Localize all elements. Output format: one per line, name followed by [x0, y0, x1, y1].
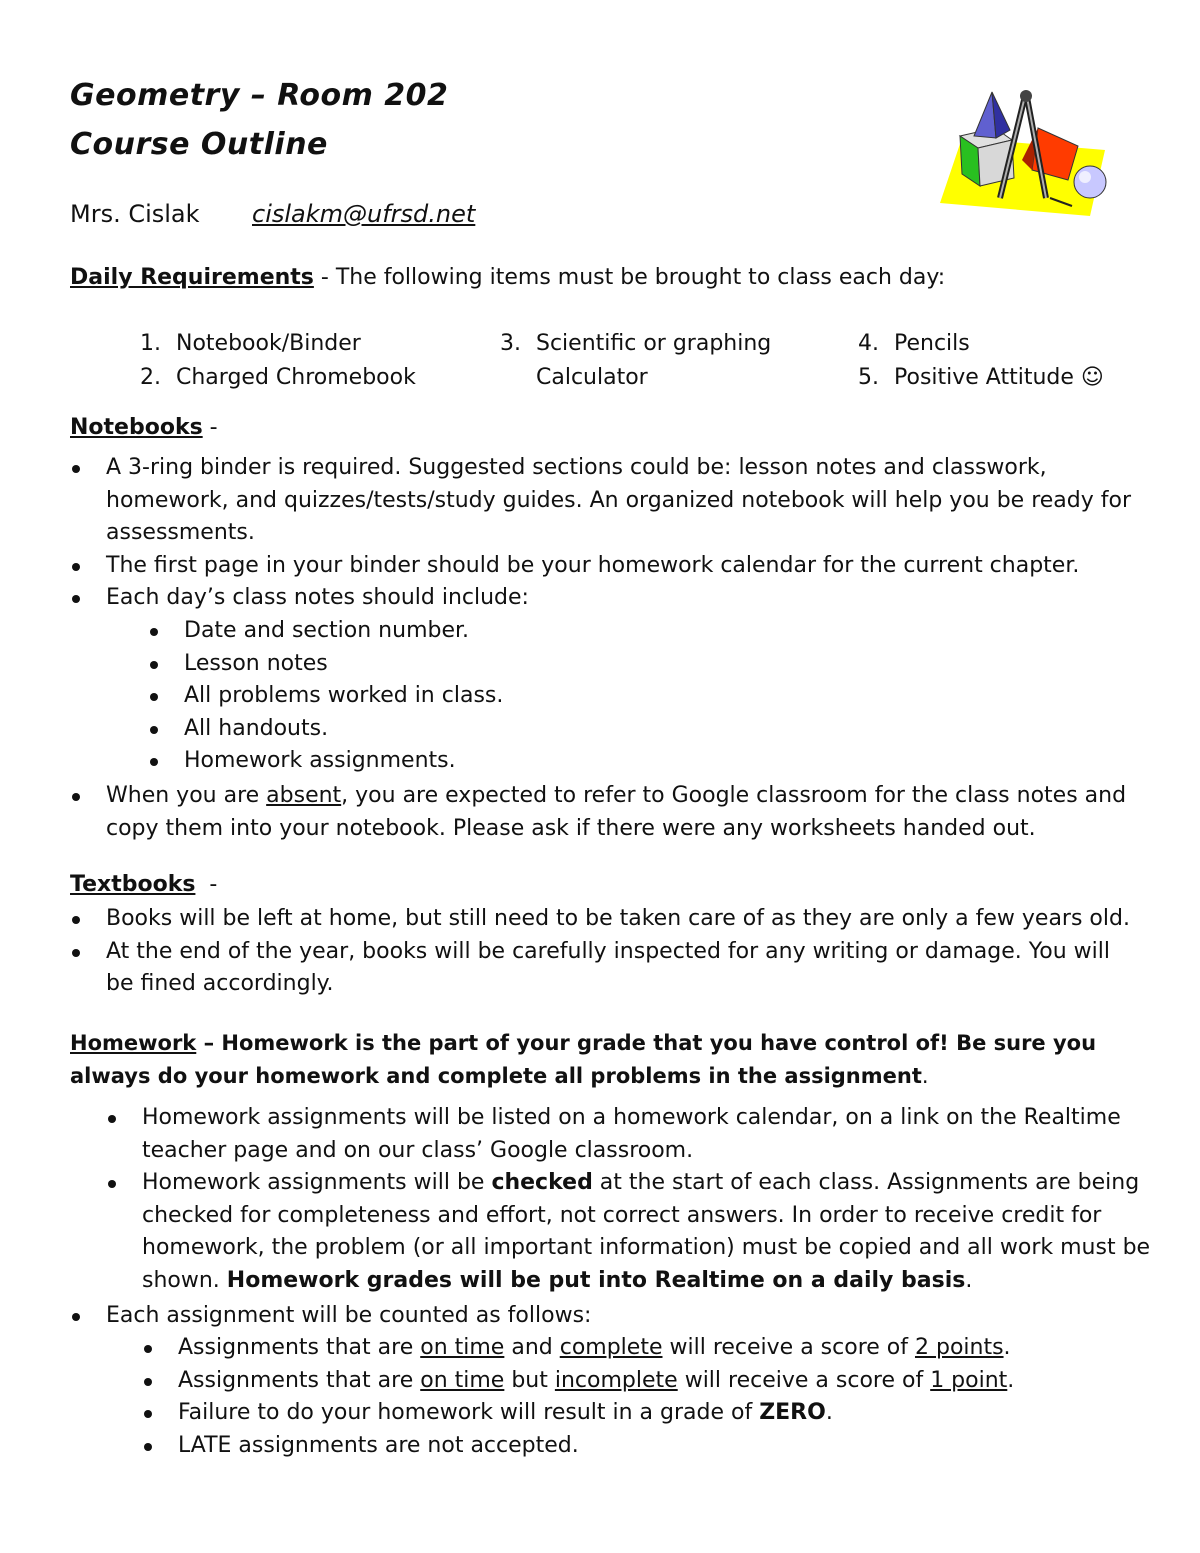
homework-intro: Homework – Homework is the part of your grade that you have control of! Be sure you always do your homework and complete all problems in the assignment. — [70, 1031, 1097, 1088]
list-item: Homework assignments will be listed on a homework calendar, on a link on the Realtime teacher page and on our class’ Google classroom. — [142, 1102, 1152, 1167]
list-item: Assignments that are on time and complete will receive a score of 2 points. — [178, 1332, 1158, 1365]
list-item: All problems worked in class. — [184, 680, 1084, 713]
teacher-email-link[interactable]: cislakm@ufrsd.net — [252, 200, 476, 228]
daily-requirements-text: - The following items must be brought to class each day: — [313, 265, 946, 290]
textbooks-heading: Textbooks — [70, 872, 196, 897]
class-notes-sublist — [184, 615, 1084, 778]
course-title: Geometry – Room 202 — [70, 78, 449, 113]
geometry-shapes-compass-clipart-icon — [940, 88, 1110, 216]
notebooks-line: Notebooks - — [70, 415, 218, 440]
assignment-score-sublist — [178, 1332, 1158, 1462]
list-item: Date and section number. — [184, 615, 1084, 648]
list-item: All handouts. — [184, 713, 1084, 746]
requirement-item: 5. Positive Attitude ☺ — [858, 365, 1104, 390]
list-item: Lesson notes — [184, 648, 1084, 681]
assignment-count-list — [106, 1300, 1146, 1333]
teacher-line — [70, 200, 476, 228]
list-item: Assignments that are on time but incomplete will receive a score of 1 point. — [178, 1365, 1158, 1398]
list-item: At the end of the year, books will be carefully inspected for any writing or damage. You will be fined accordingly. — [106, 936, 1176, 1001]
requirements-column-3 — [858, 327, 1104, 395]
list-item: Failure to do your homework will result in a grade of ZERO. — [178, 1397, 1158, 1430]
textbooks-list — [106, 903, 1176, 1001]
requirements-column-1 — [140, 327, 416, 395]
list-item: Books will be left at home, but still need to be taken care of as they are only a few years old. — [106, 903, 1176, 936]
requirements-column-2 — [500, 327, 771, 395]
course-subtitle: Course Outline — [70, 127, 328, 162]
requirement-item-continued: Calculator — [536, 365, 648, 390]
list-item: Each day’s class notes should include: — [106, 582, 1166, 615]
requirement-item: 1. Notebook/Binder — [140, 331, 361, 356]
list-item: The first page in your binder should be your homework calendar for the current chapter. — [106, 550, 1166, 583]
requirement-item: 2. Charged Chromebook — [140, 365, 416, 390]
list-item: Homework assignments. — [184, 745, 1084, 778]
list-item: A 3-ring binder is required. Suggested sections could be: lesson notes and classwork, homework, and quizzes/tests/study guides. An organized notebook will help you be ready for assessments. — [106, 452, 1166, 550]
notebooks-heading: Notebooks — [70, 415, 203, 440]
list-item: LATE assignments are not accepted. — [178, 1430, 1158, 1463]
list-item: Homework assignments will be checked at the start of each class. Assignments are being checked for completeness and effort, not correct answers. In order to receive credit for homework, the problem (or all important information) must be copied and all work must be shown. Homework grades will be put into Realtime on a daily basis. — [142, 1167, 1152, 1297]
textbooks-line: Textbooks - — [70, 872, 218, 897]
teacher-name: Mrs. Cislak — [70, 200, 200, 228]
notebooks-list — [106, 452, 1166, 615]
requirement-item: 3. Scientific or graphing — [500, 331, 772, 356]
absent-list — [106, 780, 1166, 845]
daily-requirements-heading: Daily Requirements — [70, 265, 314, 290]
list-item: When you are absent, you are expected to refer to Google classroom for the class notes and copy them into your notebook. Please ask if there were any worksheets handed out. — [106, 780, 1166, 845]
homework-list — [142, 1102, 1152, 1297]
requirement-item: 4. Pencils — [858, 331, 970, 356]
daily-requirements-line — [70, 265, 945, 290]
list-item: Each assignment will be counted as follows: — [106, 1300, 1146, 1333]
homework-heading: Homework — [70, 1031, 197, 1055]
